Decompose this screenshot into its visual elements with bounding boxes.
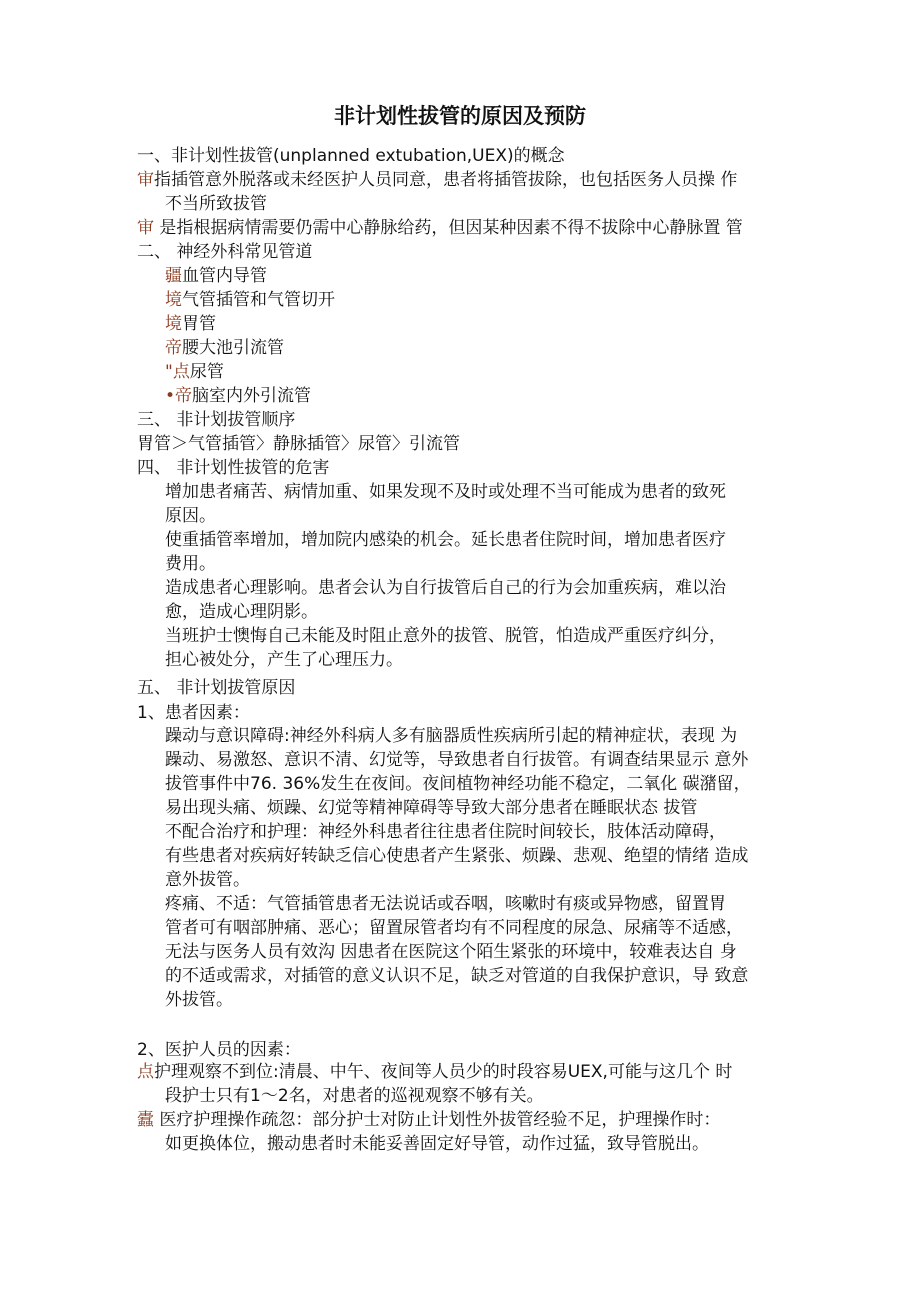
- text-line: [137, 703, 250, 723]
- line-text: 易出现头痛、烦躁、幻觉等精神障碍等导致大部分患者在睡眠状态 拔管: [165, 798, 698, 818]
- text-line: [165, 798, 697, 818]
- text-line: [165, 362, 224, 382]
- list-marker: 审: [137, 170, 154, 190]
- text-line: [165, 554, 216, 574]
- line-text: 1、患者因素：: [137, 703, 250, 723]
- line-text: 一、非计划性拔管(unplanned extubation,UEX)的概念: [137, 146, 565, 166]
- line-text: 腰大池引流管: [182, 338, 284, 358]
- line-text: 原因。: [165, 506, 216, 526]
- line-text: 拔管事件中76. 36%发生在夜间。夜间植物神经功能不稳定，二氧化 碳潴留，: [165, 774, 751, 794]
- line-text: 2、医护人员的因素：: [137, 1040, 301, 1060]
- line-text: 气管插管和气管切开: [182, 290, 335, 310]
- line-text: 无法与医务人员有效沟 因患者在医院这个陌生紧张的环境中，较难表达自 身: [165, 942, 737, 962]
- line-text: 躁动与意识障碍:神经外科病人多有脑器质性疾病所引起的精神症状，表现 为: [165, 726, 738, 746]
- text-line: [165, 290, 335, 310]
- text-line: [165, 194, 267, 214]
- line-text: 血管内导管: [182, 266, 267, 286]
- text-line: [165, 1086, 544, 1106]
- line-text: 二、 神经外科常见管道: [137, 242, 313, 262]
- line-text: 增加患者痛苦、病情加重、如果发现不及时或处理不当可能成为患者的致死: [165, 482, 726, 502]
- line-text: 管者可有咽部肿痛、恶心；留置尿管者均有不同程度的尿急、尿痛等不适感，: [165, 918, 743, 938]
- line-text: 如更换体位，搬动患者时未能妥善固定好导管，动作过猛，致导管脱出。: [165, 1134, 709, 1154]
- text-line: [165, 314, 216, 334]
- text-line: [165, 650, 403, 670]
- line-text: 外拔管。: [165, 990, 233, 1010]
- text-line: [137, 146, 565, 166]
- line-text: 胃管＞气管插管〉静脉插管〉尿管〉引流管: [137, 434, 460, 454]
- text-line: [165, 506, 216, 526]
- text-line: [137, 1110, 720, 1130]
- line-text: 造成患者心理影响。患者会认为自行拔管后自己的行为会加重疾病，难以治: [165, 578, 726, 598]
- line-text: 意外拔管。: [165, 870, 250, 890]
- text-line: [165, 338, 284, 358]
- line-text: 段护士只有1〜2名，对患者的巡视观察不够有关。: [165, 1086, 544, 1106]
- line-text: 疼痛、不适：气管插管患者无法说话或吞咽，咳嗽时有痰或异物感，留置胃: [165, 894, 726, 914]
- list-marker: 境: [165, 314, 182, 334]
- text-line: [137, 1062, 732, 1082]
- text-line: [165, 894, 726, 914]
- text-line: [137, 678, 295, 698]
- text-line: [165, 602, 318, 622]
- text-line: [165, 774, 751, 794]
- line-text: 当班护士懊悔自己未能及时阻止意外的拔管、脱管，怕造成严重医疗纠分，: [165, 626, 726, 646]
- text-line: [165, 846, 748, 866]
- list-marker: 境: [165, 290, 182, 310]
- text-line: [165, 626, 726, 646]
- line-text: 愈，造成心理阴影。: [165, 602, 318, 622]
- line-text: 五、 非计划拔管原因: [137, 678, 296, 698]
- line-text: 胃管: [182, 314, 216, 334]
- text-line: [137, 410, 295, 430]
- text-line: [137, 218, 743, 238]
- text-line: [137, 434, 460, 454]
- line-text: 指插管意外脱落或未经医护人员同意，患者将插管拔除，也包括医务人员操 作: [154, 170, 738, 190]
- text-line: [137, 170, 737, 190]
- line-text: 不当所致拔管: [165, 194, 267, 214]
- text-line: [165, 386, 311, 406]
- line-text: 的不适或需求，对插管的意义认识不足，缺乏对管道的自我保护意识，导 致意: [165, 966, 749, 986]
- line-text: 脑室内外引流管: [192, 386, 312, 406]
- text-line: [165, 942, 737, 962]
- line-text: 担心被处分，产生了心理压力。: [165, 650, 403, 670]
- list-marker: 蠹: [137, 1110, 154, 1130]
- text-line: [137, 458, 329, 478]
- text-line: [165, 966, 748, 986]
- list-marker: "点: [165, 362, 190, 382]
- line-text: 有些患者对疾病好转缺乏信心使患者产生紧张、烦躁、悲观、绝望的情绪 造成: [165, 846, 749, 866]
- text-line: [165, 822, 726, 842]
- line-text: 尿管: [189, 362, 224, 382]
- text-line: [165, 726, 737, 746]
- line-text: 使重插管率增加，增加院内感染的机会。延长患者住院时间，增加患者医疗: [165, 530, 726, 550]
- text-line: [165, 530, 726, 550]
- list-marker: 点: [137, 1062, 154, 1082]
- line-text: 不配合治疗和护理：神经外科患者往往患者住院时间较长，肢体活动障碍，: [165, 822, 726, 842]
- list-marker: 疆: [165, 266, 182, 286]
- text-line: [165, 482, 726, 502]
- line-text: 费用。: [165, 554, 216, 574]
- text-line: [165, 918, 743, 938]
- text-line: [165, 1134, 709, 1154]
- line-text: 护理观察不到位:清晨、中午、夜间等人员少的时段容易UEX,可能与这几个 时: [154, 1062, 733, 1082]
- line-text: 四、 非计划性拔管的危害: [137, 458, 330, 478]
- text-line: [165, 578, 726, 598]
- line-text: 躁动、易激怒、意识不清、幻觉等，导致患者自行拔管。有调查结果显示 意外: [165, 750, 749, 770]
- document-title: 非计划性拔管的原因及预防: [334, 104, 586, 128]
- list-marker: 帝: [165, 338, 182, 358]
- line-text: 是指根据病情需要仍需中心静脉给药，但因某种因素不得不拔除中心静脉置 管: [154, 218, 743, 238]
- text-line: [165, 750, 748, 770]
- line-text: 医疗护理操作疏忽：部分护士对防止计划性外拔管经验不足，护理操作时：: [154, 1110, 721, 1130]
- text-line: [137, 1040, 301, 1060]
- line-text: 三、 非计划拔管顺序: [137, 410, 296, 430]
- text-line: [165, 990, 233, 1010]
- text-line: [165, 870, 250, 890]
- text-line: [165, 266, 267, 286]
- list-marker: •帝: [165, 386, 193, 406]
- text-line: [137, 242, 312, 262]
- list-marker: 审: [137, 218, 154, 238]
